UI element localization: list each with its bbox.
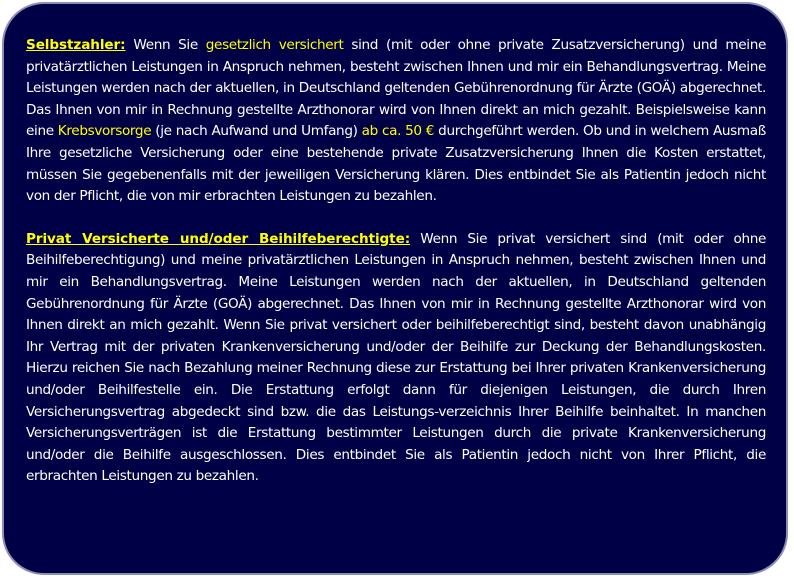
paragraph-privat-versicherte — [26, 229, 766, 488]
text-segment: (je nach Aufwand und Umfang) — [151, 123, 362, 140]
text-segment: sind (mit oder ohne private Zusatzversicherung) und meine privatärztlichen Leistungen in Anspruch nehmen, besteht zwischen Ihnen und mir ein Behandlungsvertrag. Meine Leistungen werden nach der aktuellen, in Deutschland geltenden Gebührenordnung für Ärzte (GOÄ) abgerechnet. Das Ihnen von mir in Rechnung gestellte Arzthonorar wird von Ihnen direkt an mich gezahlt. Beispielsweise kann eine — [26, 37, 766, 140]
paragraph-selbstzahler — [26, 35, 766, 208]
heading-privat-versicherte: Privat Versicherte und/oder Beihilfeberechtigte: — [26, 230, 411, 247]
info-panel — [2, 2, 788, 575]
highlight-gesetzlich-versichert: gesetzlich versichert — [205, 37, 344, 53]
text-segment: Wenn Sie — [125, 37, 206, 53]
text-segment: Wenn Sie privat versichert sind (mit oder ohne Beihilfeberechtigung) und meine privatärztlichen Leistungen in Anspruch nehmen, besteht zwischen Ihnen und mir ein Behandlungsvertrag. Meine Leistungen werden nach der aktuellen, in Deutschland geltenden Gebührenordnung für Ärzte (GOÄ) abgerechnet. Das Ihnen von mir in Rechnung gestellte Arzthonorar wird von Ihnen direkt an mich gezahlt. Wenn Sie privat versichert oder beihilfeberechtigt sind, besteht davon unabhängig Ihr Vertrag mit der privaten Krankenversicherung und/oder der Beihilfe zur Deckung der Behandlungskosten. Hierzu reichen Sie nach Bezahlung meiner Rechnung diese zur Erstattung bei Ihrer privaten Krankenversicherung und/oder Beihilfestelle ein. Die Erstattung erfolgt dann für diejenigen Leistungen, die durch Ihren Versicherungsvertrag abgedeckt sind bzw. die das Leistungs-verzeichnis Ihrer Beihilfe beinhaltet. In manchen Versicherungsverträgen ist die Erstattung bestimmter Leistungen durch die private Krankenversicherung und/oder die Beihilfe ausgeschlossen. Dies entbindet Sie als Patientin jedoch nicht von Ihrer Pflicht, die erbrachten Leistungen zu bezahlen. — [26, 230, 766, 485]
highlight-price: ab ca. 50 € — [361, 123, 435, 140]
heading-selbstzahler: Selbstzahler: — [26, 37, 126, 53]
highlight-krebsvorsorge: Krebsvorsorge — [57, 123, 152, 140]
text-segment: durchgeführt werden. Ob und in welchem Ausmaß Ihre gesetzliche Versicherung oder eine bestehende private Zusatzversicherung Ihnen die Kosten erstattet, müssen Sie gegebenenfalls mit der jeweiligen Versicherung klären. Dies entbindet Sie als Patientin jedoch nicht von der Pflicht, die von mir erbrachten Leistungen zu bezahlen. — [26, 123, 766, 205]
